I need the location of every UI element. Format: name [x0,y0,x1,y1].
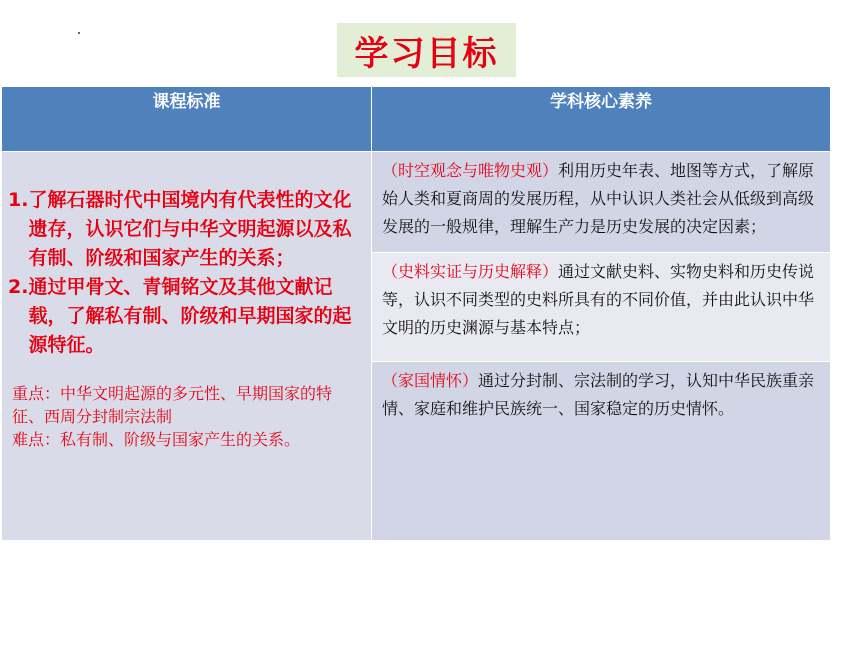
standard-item-1 [8,186,359,273]
standard-item-2 [8,273,359,360]
objectives-table [1,86,831,541]
literacy-text: 通过分封制、宗法制的学习，认知中华民族重亲情、家庭和维护民族统一、国家稳定的历史情怀。 [382,371,815,418]
literacy-cell-1 [372,152,831,253]
title-banner [337,23,516,77]
literacy-cell-2 [372,253,831,362]
header-row [2,87,831,152]
decorative-dot [78,32,80,34]
standard-number: 1. [8,189,29,211]
header-curriculum-standard: 课程标准 [2,87,372,152]
standards-cell [2,152,372,541]
page-title: 学习目标 [354,33,499,74]
standard-text: 通过甲骨文、青铜铭文及其他文献记载，了解私有制、阶级和早期国家的起源特征。 [28,276,352,356]
standard-number: 2. [8,276,29,298]
literacy-text: 通过文献史料、实物史料和历史传说等，认识不同类型的史料所具有的不同价值，并由此认识中华文明的历史渊源与基本特点； [382,262,815,337]
content-row-1 [2,152,831,253]
literacy-cell-3 [372,362,831,541]
standards-list [8,186,359,360]
header-core-literacy: 学科核心素养 [372,87,831,152]
key-difficult-points [12,382,359,451]
literacy-tag: （时空观念与唯物史观） [382,161,559,180]
literacy-tag: （史料实证与历史解释） [382,262,559,281]
difficult-points: 难点：私有制、阶级与国家产生的关系。 [12,430,301,449]
standard-text: 了解石器时代中国境内有代表性的文化遗存，认识它们与中华文明起源以及私有制、阶级和国家产生的关系； [28,189,352,269]
literacy-text: 利用历史年表、地图等方式，了解原始人类和夏商周的发展历程，从中认识人类社会从低级到高级发展的一般规律，理解生产力是历史发展的决定因素； [382,161,815,236]
key-points: 重点：中华文明起源的多元性、早期国家的特征、西周分封制宗法制 [12,384,333,426]
literacy-tag: （家国情怀） [382,371,479,390]
